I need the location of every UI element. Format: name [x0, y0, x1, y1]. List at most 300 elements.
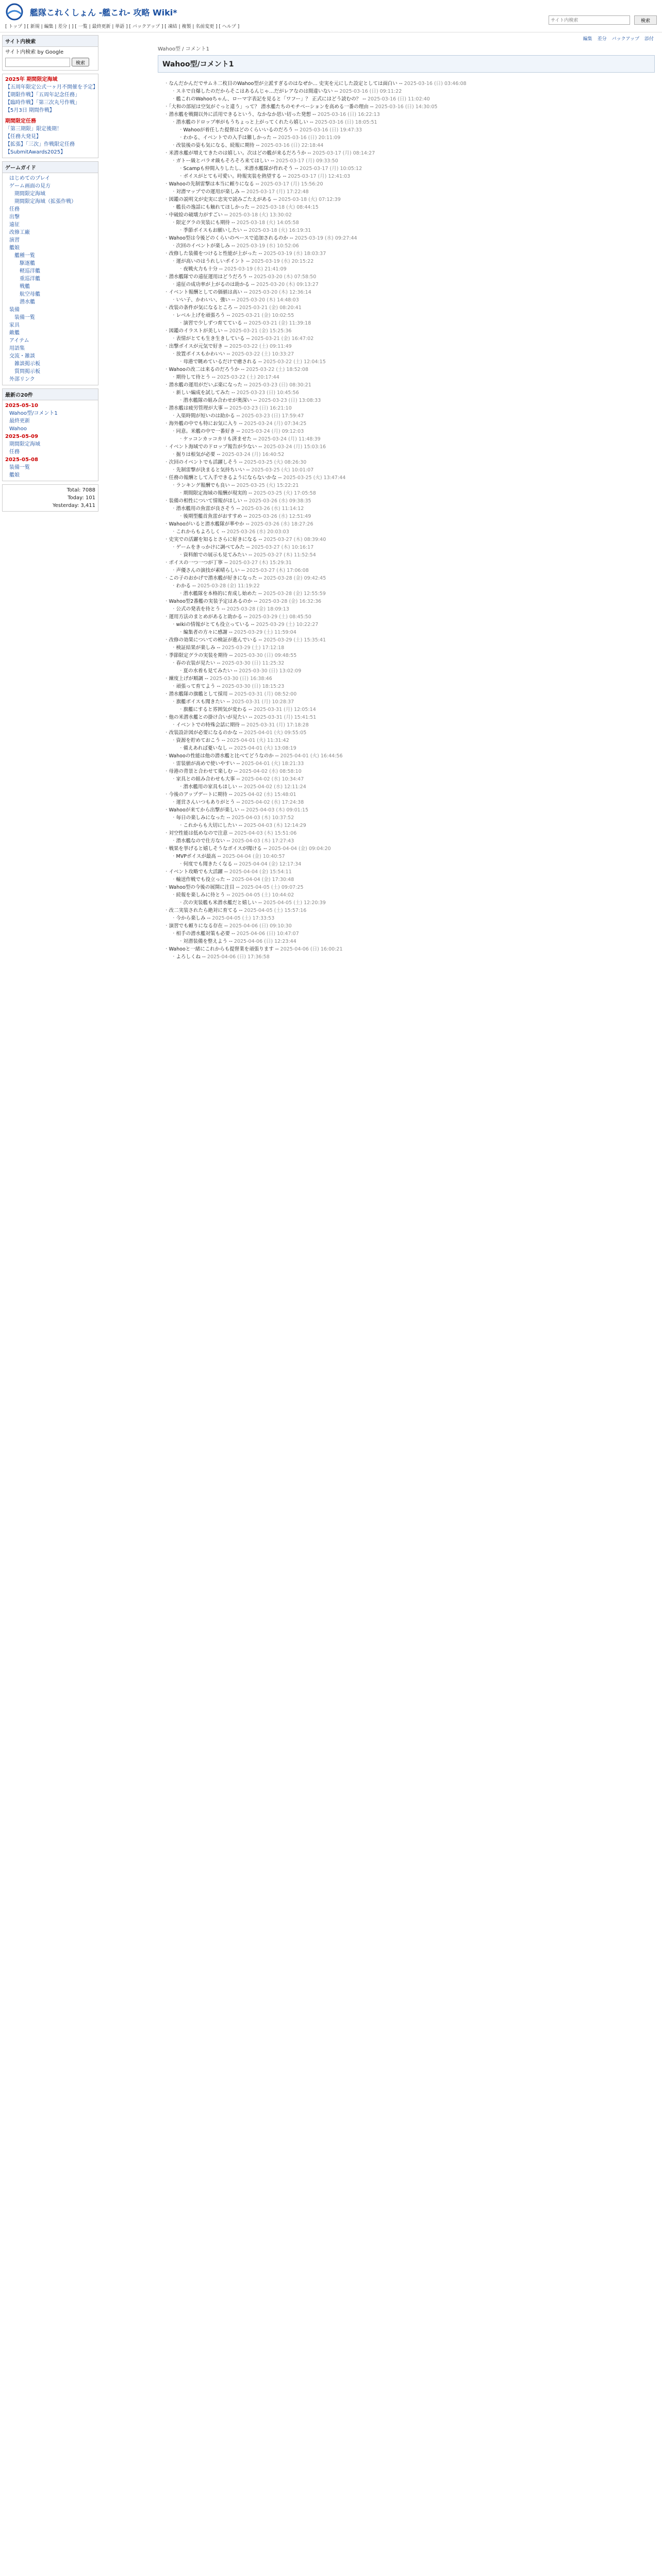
comment-row: [159, 938, 654, 945]
sidebar-search-caption: サイト内検索 by Google: [5, 49, 64, 55]
comment-text: 海外艦の中でも特にお気に入り --: [169, 421, 244, 427]
menu-item[interactable]: 航空母艦: [20, 292, 40, 297]
comment-date: 2025-04-04 (金) 10:40:57: [222, 854, 285, 859]
menu-item[interactable]: 期間限定海域（拡張作戦）: [14, 199, 76, 205]
comment-row: [159, 791, 654, 799]
comment-date: 2025-04-03 (木) 17:27:43: [231, 838, 294, 844]
toolbar-link[interactable]: 添付: [644, 36, 654, 42]
comment-text: 改修の効果についての検証が進んでいる --: [169, 637, 264, 643]
comment-text: ケッコンカッコカリも済ませた --: [183, 436, 258, 442]
history-link[interactable]: 装備一覧: [9, 465, 30, 470]
comment-text: 次の実装艦も米潜水艦だと嬉しい --: [183, 900, 263, 906]
comment-date: 2025-03-25 (火) 13:47:44: [283, 475, 346, 481]
comment-date: 2025-03-17 (月) 12:41:03: [288, 174, 351, 179]
comment-row: [159, 806, 654, 814]
comment-row: [159, 312, 654, 319]
latest-link[interactable]: 「第三期限」限定後期！: [5, 126, 62, 132]
comment-text: 期待して待とう --: [176, 375, 217, 380]
comment-row: [159, 907, 654, 914]
page-toolbar: [155, 33, 658, 43]
history-link[interactable]: Wahoo: [9, 426, 27, 432]
news-link[interactable]: 【五周年限定公式一ヶ月不開催を予定】: [5, 84, 98, 90]
comment-date: 2025-03-17 (月) 09:33:50: [275, 158, 338, 164]
comment-row: [159, 953, 654, 961]
comment-text: Wahoo型は今後どのくらいのペースで追加されるのか --: [169, 235, 295, 241]
comment-row: [159, 853, 654, 860]
menu-item[interactable]: 潜水艦: [20, 299, 35, 305]
comment-date: 2025-04-02 (水) 08:58:10: [239, 769, 302, 774]
history-date: 2025-05-09: [5, 434, 38, 439]
comment-text: 限定グラの実装にも期待 --: [176, 220, 237, 226]
comment-text: イベント報酬としての価値は高い --: [169, 290, 249, 295]
comment-row: [159, 775, 654, 783]
comment-text: 対潜装備を整えよう --: [183, 939, 234, 944]
main-content: [155, 33, 658, 2576]
comment-text: いい子、かわいい、強い --: [176, 297, 237, 303]
comment-text: 掘りは根気が必要 --: [176, 452, 222, 457]
comment-date: 2025-03-18 (火) 13:30:02: [229, 212, 292, 218]
comment-text: 潜水艦なので仕方ない --: [176, 838, 232, 844]
menu-item[interactable]: 敵艦: [9, 330, 20, 336]
comment-row: [159, 930, 654, 938]
comment-date: 2025-04-02 (水) 15:48:01: [234, 792, 296, 798]
menu-item[interactable]: 戦艦: [20, 284, 30, 290]
comment-row: [159, 149, 654, 157]
counter-today: Today: 101: [68, 495, 95, 501]
comment-row: [159, 621, 654, 629]
comment-date: 2025-04-01 (火) 09:55:05: [244, 730, 307, 736]
comment-row: [159, 435, 654, 443]
comment-row: [159, 219, 654, 227]
comment-date: 2025-03-27 (木) 10:16:17: [251, 545, 314, 550]
comment-row: [159, 860, 654, 868]
comment-date: 2025-03-30 (日) 11:25:32: [222, 660, 285, 666]
comment-text: 改装設計図が必要になるのかな --: [169, 730, 244, 736]
comment-row: [159, 165, 654, 173]
page-title: Wahoo型/コメント1: [158, 55, 655, 73]
comment-row: [159, 629, 654, 636]
comment-text: 同意。米艦の中で一番好き --: [176, 429, 242, 434]
comment-text: 図鑑の説明文が史実に忠実で読みごたえがある --: [169, 197, 278, 202]
comment-row: [159, 204, 654, 211]
comment-date: 2025-03-21 (金) 10:02:55: [231, 313, 294, 318]
comment-row: [159, 358, 654, 366]
menu-item[interactable]: 家具: [9, 323, 20, 328]
comment-text: 改装の条件が気になるところ --: [169, 305, 239, 311]
comment-row: [159, 714, 654, 721]
comment-text: 対潜マップでの運用が楽しみ --: [176, 189, 246, 195]
comment-row: [159, 598, 654, 605]
comment-date: 2025-03-19 (水) 20:15:22: [251, 259, 314, 264]
comment-text: わかる、イベントでの入手は難しかった --: [183, 135, 278, 141]
menu-item[interactable]: 期間限定海域: [14, 191, 45, 197]
history-link[interactable]: 艦娘: [9, 472, 20, 478]
comment-row: [159, 327, 654, 335]
comment-row: [159, 891, 654, 899]
news-box: [2, 74, 98, 158]
comment-row: [159, 296, 654, 304]
menu-item[interactable]: 遠征: [9, 222, 20, 228]
comment-row: [159, 551, 654, 559]
comment-date: 2025-03-16 (日) 22:18:44: [261, 143, 324, 148]
comment-date: 2025-04-04 (金) 15:54:11: [229, 869, 292, 875]
comment-date: 2025-03-21 (金) 08:20:41: [239, 305, 302, 311]
latest-link[interactable]: 【SubmitAwards2025】: [5, 149, 66, 155]
comment-text: 潜水艦の運用がだいぶ楽になった --: [169, 382, 249, 388]
comment-date: 2025-03-29 (土) 15:35:41: [263, 637, 326, 643]
comment-text: 検証結果が楽しみ --: [176, 645, 222, 651]
history-date: 2025-05-08: [5, 457, 38, 463]
comment-row: [159, 412, 654, 420]
comment-text: 戦果を挙げると嬉しそうなボイスが聞ける --: [169, 846, 269, 852]
comment-date: 2025-03-16 (日) 03:46:08: [404, 81, 467, 87]
comment-row: [159, 265, 654, 273]
breadcrumb[interactable]: Wahoo型 / コメント1: [158, 46, 210, 52]
comment-text: 先制雷撃が決まると気持ちいい --: [176, 467, 252, 473]
news-link[interactable]: 【5月3日 期間作戦】: [5, 108, 55, 113]
comment-text: 今から楽しみ --: [176, 916, 212, 921]
comment-text: 対空性能は低めなので注意 --: [169, 831, 235, 836]
sidebar-search-box: [2, 35, 98, 71]
comment-text: 入渠時間が短いのは助かる --: [176, 413, 242, 419]
comment-date: 2025-03-30 (日) 09:48:55: [234, 653, 297, 658]
history-link[interactable]: 期間限定海域: [9, 442, 40, 447]
top-search-button[interactable]: 検索: [634, 15, 657, 25]
comment-date: 2025-04-03 (木) 12:14:29: [243, 823, 306, 828]
comment-row: [159, 134, 654, 142]
menu-box: [2, 161, 98, 385]
comment-date: 2025-04-01 (火) 11:31:42: [226, 738, 289, 743]
comment-text: 頑張って育てよう --: [176, 684, 222, 689]
comment-date: 2025-03-20 (木) 09:13:27: [256, 282, 319, 287]
menu-item[interactable]: 雑談掲示板: [14, 361, 40, 367]
comment-text: 次回のイベントが楽しみ --: [176, 243, 237, 249]
menu-item[interactable]: 質問掲示板: [14, 369, 40, 375]
comment-row: [159, 80, 654, 88]
history-link[interactable]: Wahoo型/コメント1: [9, 411, 58, 416]
comment-text: 潜水艦用の魚雷が良さそう --: [176, 506, 242, 512]
menu-item[interactable]: 出撃: [9, 214, 20, 220]
comment-date: 2025-03-18 (火) 14:05:58: [236, 220, 299, 226]
comment-row: [159, 845, 654, 853]
comment-date: 2025-03-16 (日) 18:05:51: [315, 120, 377, 125]
toolbar-link[interactable]: バックアップ: [611, 36, 639, 42]
comment-row: [159, 706, 654, 714]
comment-date: 2025-03-24 (月) 11:48:39: [258, 436, 321, 442]
comment-text: 米潜水艦が増えてきたのは嬉しい。次はどの艦が来るだろうか --: [169, 150, 313, 156]
comment-date: 2025-03-16 (日) 19:47:33: [300, 127, 362, 133]
comment-text: 潜水艦隊の旗艦として採用 --: [169, 691, 235, 697]
comment-text: 相手の潜水艦対策も必要 --: [176, 931, 237, 937]
comment-row: [159, 142, 654, 149]
sidebar-search-input[interactable]: [5, 58, 70, 67]
comment-date: 2025-04-06 (日) 16:00:21: [280, 946, 343, 952]
menu-item[interactable]: ゲーム画面の見方: [9, 183, 51, 189]
comment-date: 2025-03-22 (土) 20:17:44: [217, 375, 279, 380]
comment-date: 2025-03-26 (水) 11:14:12: [241, 506, 304, 512]
comment-text: 演習でも頼りになる存在 --: [169, 923, 229, 929]
comment-row: [159, 289, 654, 296]
comment-row: [159, 180, 654, 188]
comment-text: 潜水艦は疲労管理が大事 --: [169, 405, 229, 411]
menu-item[interactable]: 用語集: [9, 346, 25, 351]
comment-date: 2025-03-20 (木) 07:58:50: [254, 274, 317, 280]
latest-link[interactable]: 【任務大発見】: [5, 134, 41, 140]
comment-text: スネで自爆したのだからそこはあるんじゃ…だがレアなのは間違いない --: [176, 89, 340, 94]
comment-text: ランキング報酬でも良い --: [176, 483, 237, 488]
comment-text: 季節限定グラの実装を期待 --: [169, 653, 235, 658]
comment-row: [159, 945, 654, 953]
menu-item[interactable]: はじめてのプレイ: [9, 176, 51, 181]
comment-text: 潜水艦隊の組み合わせが奥深い --: [183, 398, 259, 403]
comment-row: [159, 721, 654, 729]
comment-text: 任務の報酬として入手できるようにならないかな --: [169, 475, 284, 481]
comment-date: 2025-04-04 (金) 12:17:34: [239, 861, 302, 867]
comment-text: これからも大切にしたい --: [183, 823, 244, 828]
comment-date: 2025-04-06 (日) 09:10:30: [229, 923, 292, 929]
comment-row: [159, 652, 654, 659]
comment-row: [159, 389, 654, 397]
comment-date: 2025-03-27 (木) 15:29:31: [229, 560, 292, 566]
comment-date: 2025-03-31 (月) 12:05:14: [253, 707, 316, 713]
comment-row: [159, 667, 654, 675]
comment-text: 雷装値が高めで使いやすい --: [176, 761, 242, 767]
comment-row: [159, 118, 654, 126]
toolbar-link[interactable]: 編集: [583, 36, 592, 42]
comment-date: 2025-03-17 (月) 10:05:12: [300, 166, 362, 172]
comment-date: 2025-04-03 (木) 15:51:06: [234, 831, 297, 836]
comment-row: [159, 559, 654, 567]
comment-text: 「大和の部屋は空気がぐっと違う」って？ 潜水艦たちのモチベーションを高める一番の理由 --: [169, 104, 375, 110]
comment-row: [159, 528, 654, 536]
site-logo-icon[interactable]: [4, 3, 25, 21]
news-link[interactable]: 【期限作戦】「五周年記念任務」: [5, 92, 80, 98]
comment-date: 2025-04-02 (水) 17:24:38: [241, 800, 304, 805]
site-header: [0, 0, 662, 32]
comment-text: 今後のアップデートに期待 --: [169, 792, 234, 798]
menu-item[interactable]: 演習: [9, 238, 20, 243]
sidebar-search-button[interactable]: 検索: [72, 58, 89, 66]
comment-date: 2025-03-23 (日) 17:59:47: [241, 413, 304, 419]
comment-date: 2025-03-24 (月) 07:34:25: [244, 421, 307, 427]
comment-text: 家具との組み合わせも大事 --: [176, 776, 242, 782]
comment-row: [159, 729, 654, 737]
comment-date: 2025-03-16 (日) 11:02:40: [367, 96, 430, 102]
comment-text: 改装後の姿も気になる、続報に期待 --: [176, 143, 261, 148]
comment-text: Wahoo型2番艦の実装予定はあるのか --: [169, 599, 259, 604]
comment-text: 潜水艦隊を本格的に育成し始めた --: [183, 591, 263, 597]
comment-text: MVPボイスが最高 --: [176, 854, 223, 859]
news-link[interactable]: 【臨時作戦】「第三次丸号作戦」: [5, 100, 80, 106]
comment-row: [159, 196, 654, 204]
history-link[interactable]: 任務: [9, 449, 20, 455]
latest-title: 期間限定任務: [5, 118, 36, 124]
comment-text: 図鑑のイラストが美しい --: [169, 328, 229, 334]
comment-row: [159, 319, 654, 327]
comment-date: 2025-03-27 (木) 17:06:08: [246, 568, 309, 573]
comment-text: 季節ボイスもお願いしたい --: [183, 228, 249, 233]
comment-row: [159, 544, 654, 551]
comment-date: 2025-04-06 (日) 12:23:44: [234, 939, 296, 944]
comment-date: 2025-04-02 (水) 10:34:47: [241, 776, 304, 782]
comment-text: Scampも仲間入りしたし、米潜水艦隊が作れそう --: [183, 166, 300, 172]
comment-row: [159, 474, 654, 482]
comment-row: [159, 273, 654, 281]
comment-text: イベント攻略でも大活躍 --: [169, 869, 229, 875]
comment-date: 2025-03-31 (月) 15:41:51: [254, 715, 317, 720]
comment-date: 2025-04-05 (土) 12:20:39: [263, 900, 326, 906]
comment-date: 2025-03-29 (土) 17:12:18: [222, 645, 285, 651]
comment-date: 2025-04-03 (木) 09:01:15: [246, 807, 309, 813]
comment-row: [159, 428, 654, 435]
history-title: 最新の20件: [3, 389, 98, 400]
menu-item[interactable]: 改修工廠: [9, 230, 30, 235]
counter-total: Total: 7088: [67, 487, 95, 493]
comment-row: [159, 366, 654, 374]
comment-row: [159, 520, 654, 528]
comment-date: 2025-03-26 (水) 12:51:49: [249, 514, 311, 519]
menu-item[interactable]: 任務: [9, 207, 20, 212]
comment-text: ガトー級とバラオ級もそろそろ来てほしい --: [176, 158, 276, 164]
comment-row: [159, 482, 654, 489]
comment-text: 春の衣装が見たい --: [176, 660, 222, 666]
menu-title: ゲームガイド: [3, 162, 98, 173]
comment-text: 公式の発表を待とう --: [176, 606, 227, 612]
comment-row: [159, 374, 654, 381]
comment-row: [159, 536, 654, 544]
top-navigation[interactable]: [ トップ ] [ 新規 | 編集 | 差分 | ] [ 一覧 | 最終更新 | 単語 ] [ バックアップ ] [ 凍結 | 複製 | 名前変更 ] [ ヘルプ ]: [5, 24, 240, 29]
comment-row: [159, 227, 654, 234]
comment-text: 輸送作戦でも役立った --: [176, 877, 232, 883]
comment-row: [159, 744, 654, 752]
comment-date: 2025-03-22 (土) 09:11:49: [229, 344, 292, 349]
menu-item[interactable]: 装備: [9, 307, 20, 313]
comment-row: [159, 698, 654, 706]
comment-date: 2025-03-23 (日) 16:21:10: [229, 405, 292, 411]
comment-date: 2025-03-16 (日) 14:30:05: [375, 104, 438, 110]
comment-text: 期間限定海域の報酬が現実的 --: [183, 490, 254, 496]
comment-row: [159, 505, 654, 513]
menu-item[interactable]: 外部リンク: [9, 377, 35, 382]
comment-text: 改修した装備をつけると性能が上がった --: [169, 251, 264, 257]
comment-text: 史実での活躍を知るとさらに好きになる --: [169, 537, 264, 543]
menu-item[interactable]: 艦娘: [9, 245, 20, 251]
comment-row: [159, 837, 654, 845]
comment-row: [159, 644, 654, 652]
comment-date: 2025-04-02 (水) 12:11:24: [243, 784, 306, 790]
comment-date: 2025-03-28 (金) 09:42:45: [263, 575, 326, 581]
comment-row: [159, 567, 654, 574]
comment-row: [159, 258, 654, 265]
comment-date: 2025-03-25 (火) 10:01:07: [251, 467, 314, 473]
comment-text: 声優さんの演技が素晴らしい --: [176, 568, 246, 573]
comment-date: 2025-03-28 (金) 18:09:13: [226, 606, 289, 612]
history-link[interactable]: 最終更新: [9, 418, 30, 424]
comment-row: [159, 497, 654, 505]
comment-row: [159, 659, 654, 667]
comment-date: 2025-03-31 (月) 10:28:37: [231, 699, 294, 705]
sidebar-search-title: サイト内検索: [3, 36, 98, 47]
comment-text: wikiの情報がとても役立っている --: [176, 622, 256, 628]
counter-box: [2, 484, 98, 512]
comment-row: [159, 590, 654, 598]
comment-row: [159, 876, 654, 884]
comment-row: [159, 157, 654, 165]
comment-text: 放置ボイスもかわいい --: [176, 351, 232, 357]
comment-date: 2025-03-22 (土) 18:52:08: [246, 367, 309, 372]
menu-item[interactable]: 軽巡洋艦: [20, 268, 40, 274]
top-search-input[interactable]: [549, 15, 630, 25]
comment-text: 続報を楽しみに待とう --: [176, 892, 232, 898]
latest-link[interactable]: 【拡張】「三次」作戦限定任務: [5, 142, 75, 147]
comment-text: これからもよろしく --: [176, 529, 227, 535]
comment-row: [159, 737, 654, 744]
comment-row: [159, 752, 654, 760]
comment-text: 次回のイベントでも活躍しそう --: [169, 460, 244, 465]
menu-item[interactable]: 駆逐艦: [20, 261, 35, 266]
toolbar-link[interactable]: 差分: [597, 36, 607, 42]
comment-date: 2025-04-06 (日) 10:47:07: [236, 931, 299, 937]
comment-row: [159, 868, 654, 876]
comment-row: [159, 690, 654, 698]
comment-date: 2025-03-18 (火) 07:12:39: [278, 197, 341, 202]
comment-row: [159, 111, 654, 118]
comment-row: [159, 760, 654, 768]
comment-text: 備えあれば憂いなし --: [183, 745, 234, 751]
comment-date: 2025-03-29 (土) 08:45:50: [249, 614, 311, 620]
comment-text: レベル上げを頑張ろう --: [176, 313, 232, 318]
menu-item[interactable]: 重巡洋艦: [20, 276, 40, 282]
comment-row: [159, 404, 654, 412]
comment-row: [159, 822, 654, 829]
comment-row: [159, 451, 654, 459]
comment-date: 2025-04-05 (土) 15:57:16: [244, 908, 307, 913]
site-title[interactable]: 艦隊これくしょん -艦これ- 攻略 Wiki*: [30, 8, 177, 18]
menu-item[interactable]: 装備一覧: [14, 315, 35, 320]
comment-date: 2025-03-21 (金) 11:39:18: [249, 320, 311, 326]
comment-text: 練度上げが順調 --: [169, 676, 210, 682]
comment-date: 2025-03-25 (火) 15:22:21: [236, 483, 299, 488]
comment-row: [159, 574, 654, 582]
comment-date: 2025-03-21 (金) 16:47:02: [251, 336, 314, 342]
comment-row: [159, 350, 654, 358]
comment-text: イベント海域でのドロップ報告が少ない --: [169, 444, 264, 450]
comment-row: [159, 420, 654, 428]
comment-text: 艦これのWahooちゃん、ローマ字表記を見ると「ワフー」？ 正式にはどう読むの？ --: [176, 96, 368, 102]
comment-text: なんだかんだでサムネ二枚目のWahoo型が立派すぎるのはなぜか… 史実を元にした設定としては面白い --: [169, 81, 404, 87]
comment-text: わかる --: [176, 583, 197, 589]
comment-row: [159, 443, 654, 451]
comment-date: 2025-03-20 (木) 14:48:03: [236, 297, 299, 303]
comment-row: [159, 126, 654, 134]
comment-date: 2025-03-26 (水) 18:27:26: [251, 521, 313, 527]
comment-date: 2025-03-23 (日) 08:30:21: [249, 382, 311, 388]
menu-item[interactable]: 交流・雑談: [9, 353, 35, 359]
comment-text: 運用方法のまとめがあると助かる --: [169, 614, 249, 620]
comment-row: [159, 95, 654, 103]
comment-text: ゲームをきっかけに調べてみた --: [176, 545, 252, 550]
comment-row: [159, 173, 654, 180]
comment-text: この子のおかげで潜水艦が好きになった --: [169, 575, 264, 581]
comment-date: 2025-03-25 (火) 08:26:30: [244, 460, 307, 465]
comment-text: Wahooが来てから出撃が楽しい --: [169, 807, 246, 813]
comment-row: [159, 799, 654, 806]
menu-item[interactable]: アイテム: [9, 338, 29, 344]
comment-text: ボイスの一つ一つが丁寧 --: [169, 560, 229, 566]
comment-row: [159, 343, 654, 350]
menu-item[interactable]: 艦種一覧: [14, 253, 35, 259]
comment-row: [159, 88, 654, 95]
